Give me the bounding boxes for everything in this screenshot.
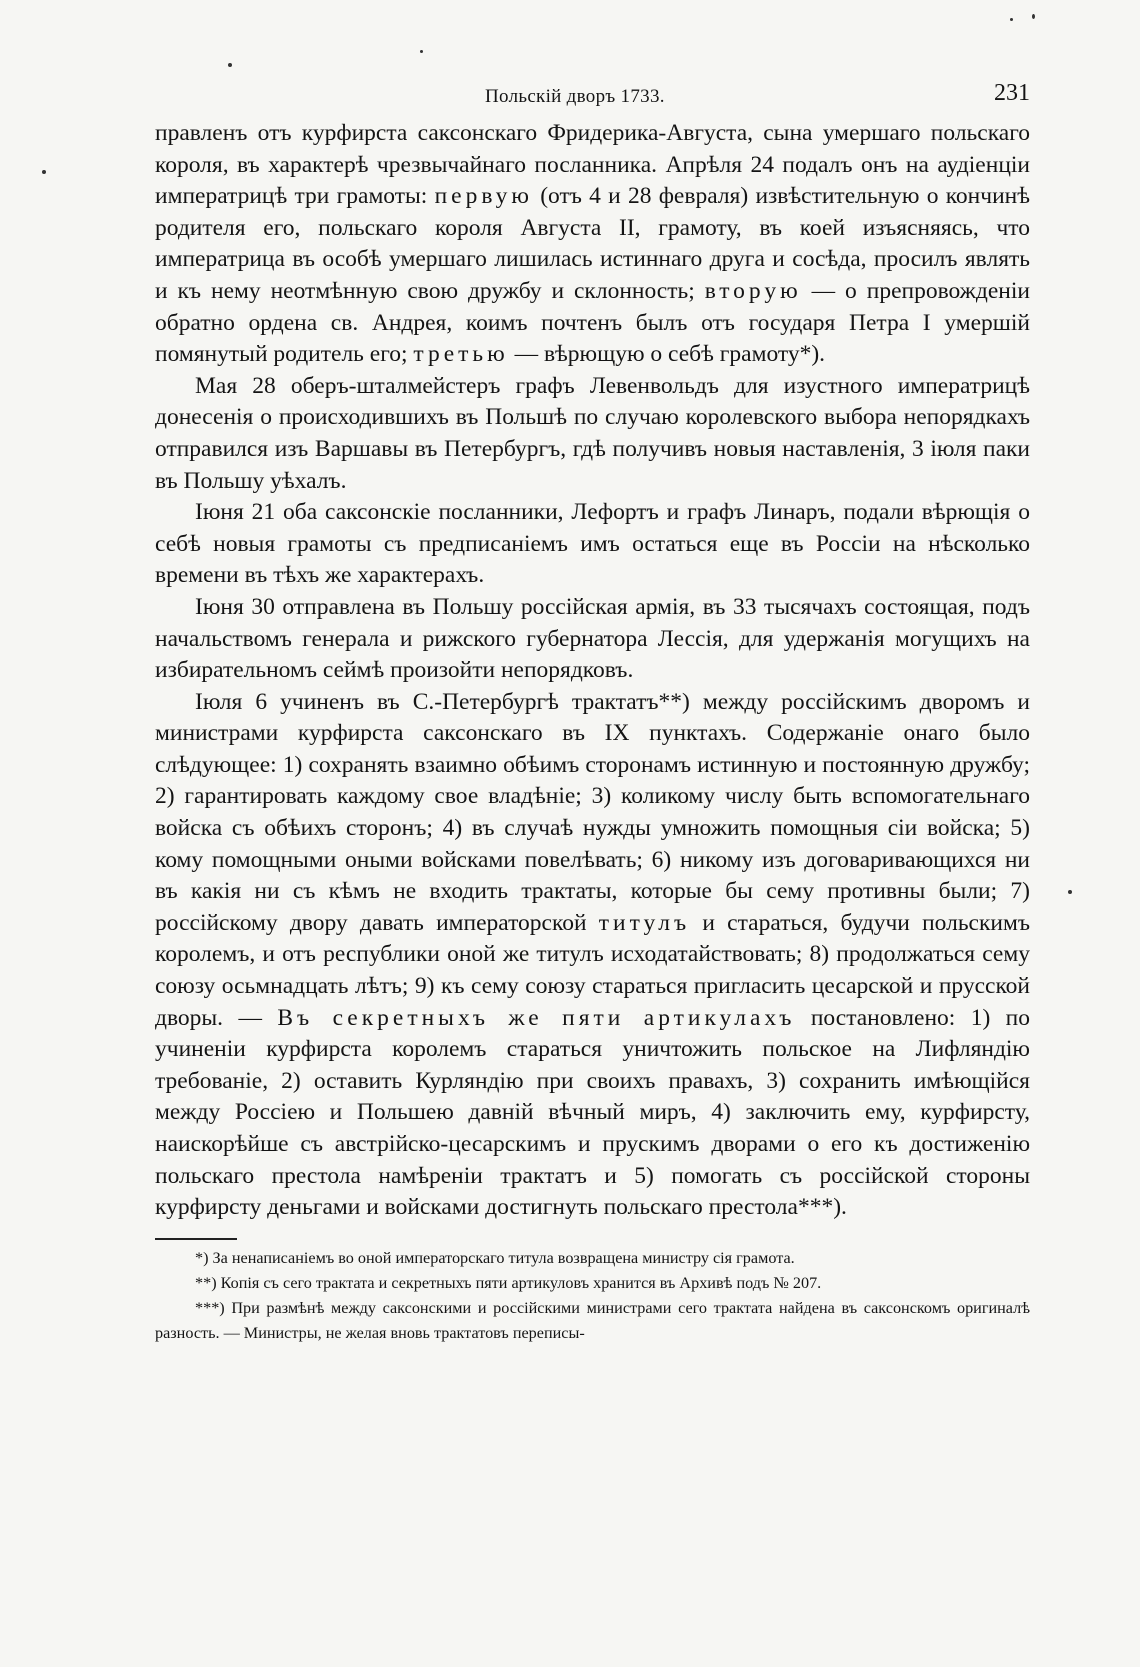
- scan-speck: [228, 63, 232, 67]
- paragraph-text: Іюня 21 оба саксонскіе посланники, Лефортъ и графъ Линаръ, подали вѣрющія о себѣ новыя грамоты съ предписаніемъ имъ остаться еще въ Россіи на нѣсколько времени въ тѣхъ же характерахъ.: [155, 499, 1030, 589]
- scan-speck: [1010, 18, 1013, 21]
- emphasized-text: Въ секретныхъ же пяти артикулахъ: [277, 1004, 796, 1031]
- paragraph: [155, 118, 1030, 371]
- page-number: 231: [994, 80, 1030, 106]
- scan-speck: [1032, 14, 1035, 19]
- footnote: **) Копія съ сего трактата и секретныхъ пяти артикуловъ хранится въ Архивѣ подъ № 207.: [195, 1273, 822, 1292]
- paragraph: [155, 687, 1030, 1224]
- paragraph-text: постановлено: 1) по учиненіи курфирста королемъ стараться уничтожить польское на Лифляндію требованіе, 2) оставить Курляндію при своихъ правахъ, 3) сохранить имѣющійся между Россіею и Польшею давній вѣчный миръ, 4) заключить ему, курфирсту, наискорѣйше съ австрійско-цесарскимъ и прускимъ дворами о его къ достиженію польскаго престола намѣреніи трактатъ и 5) помогать съ россійской стороны курфирсту деньгами и войсками достигнуть польскаго престола***).: [155, 1004, 1031, 1221]
- body-text: [155, 118, 1030, 1224]
- paragraph-text: Іюля 6 учиненъ въ С.-Петербургѣ трактатъ**) между россійскимъ дворомъ и министрами курфирста саксонскаго въ IX пунктахъ. Содержаніе онаго было слѣдующее: 1) сохранять взаимно обѣимъ сторонамъ истинную и постоянную дружбу; 2) гарантировать каждому свое владѣніе; 3) коликому числу быть вспомогательнаго войска съ обѣихъ сторонъ; 4) въ случаѣ нужды умножить помощныя сіи войска; 5) кому помощными оными войсками повелѣвать; 6) никому изъ договаривающихся ни въ какія ни съ кѣмъ не входить трактаты, которые бы сему противны были; 7) россійскому двору давать императорской: [155, 688, 1030, 936]
- paragraph: [155, 497, 1030, 592]
- paragraph-text: правленъ отъ курфирста саксонскаго Фридерика-Августа, сына умершаго польскаго короля, въ характерѣ чрезвычайнаго посланника. Апрѣля 24 подалъ онъ на аудіенціи императрицѣ три грамоты:: [155, 120, 1030, 210]
- emphasized-text: третью: [413, 341, 509, 368]
- document-page: [155, 80, 1030, 1346]
- emphasized-text: титулъ: [598, 909, 691, 936]
- paragraph-text: — вѣрющую о себѣ грамоту*).: [508, 341, 826, 368]
- paragraph: [155, 592, 1030, 687]
- paragraph-text: Мая 28 оберъ-шталмейстеръ графъ Левенвольдъ для изустного императрицѣ донесенія о происходившихъ въ Польшѣ по случаю королевского выбора непорядкахъ отправился изъ Варшавы въ Петербургъ, гдѣ получивъ новыя наставленія, 3 іюля паки въ Польшу уѣхалъ.: [155, 372, 1030, 494]
- emphasized-text: первую: [434, 183, 533, 210]
- scan-speck: [42, 170, 46, 174]
- emphasized-text: вторую: [704, 277, 802, 304]
- scan-speck: [420, 50, 423, 53]
- footnotes: [155, 1246, 1030, 1346]
- footnote: ***) При размѣнѣ между саксонскими и россійскими министрами сего трактата найдена въ саксонскомъ оригиналѣ разность. — Министры, не желая вновь трактатовъ переписы-: [155, 1298, 1030, 1342]
- paragraph: [155, 371, 1030, 497]
- footnote-rule: [155, 1238, 237, 1240]
- paragraph-text: и стараться, будучи польскимъ королемъ, и отъ республики оной же титулъ исходатайствовать; 8) продолжаться сему союзу осьмнадцать лѣтъ; 9) къ сему союзу стараться пригласить цесарской и прусской дворы. —: [155, 909, 1030, 1031]
- paragraph-text: — о препровожденіи обратно ордена св. Андрея, коимъ почтенъ былъ отъ государя Петра I умершій помянутый родитель его;: [155, 277, 1030, 368]
- running-title: Польскій дворъ 1733.: [485, 86, 665, 107]
- page-header: [155, 80, 1030, 118]
- paragraph-text: Іюня 30 отправлена въ Польшу россійская армія, въ 33 тысячахъ состоящая, подъ начальствомъ генерала и рижского губернатора Лессія, для удержанія могущихъ на избирательномъ сеймѣ произойти непорядковъ.: [155, 593, 1030, 684]
- paragraph-text: (отъ 4 и 28 февраля) извѣстительную о кончинѣ родителя его, польскаго короля Августа II, грамоту, въ коей изъясняясь, что императрица въ особѣ умершаго лишилась истиннаго друга и сосѣда, просилъ являть и къ нему неотмѣнную свою дружбу и склонность;: [155, 183, 1030, 304]
- scan-speck: [1068, 890, 1072, 894]
- footnote: *) За ненаписаніемъ во оной императорскаго титула возвращена министру сія грамота.: [195, 1248, 795, 1267]
